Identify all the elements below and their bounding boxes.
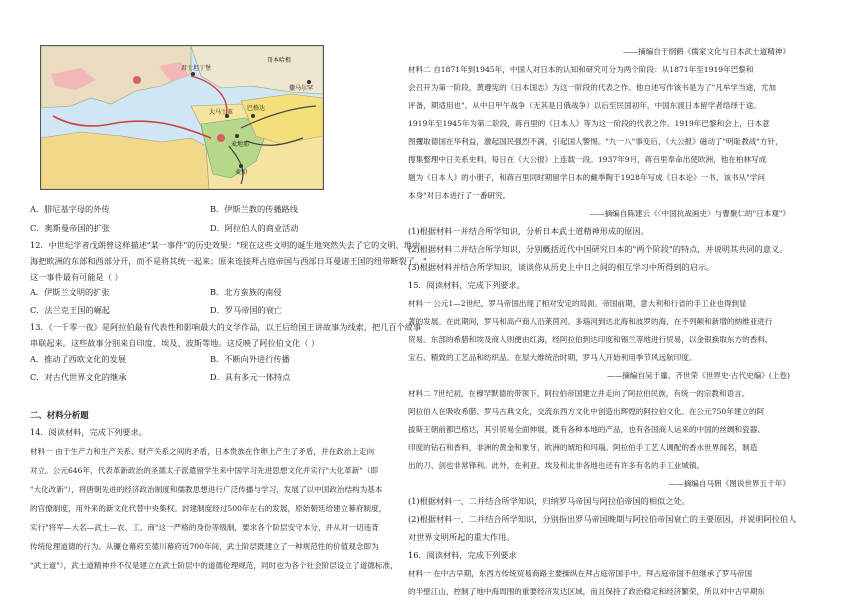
q14-stem: 14．阅读材料，完成下列要求。 xyxy=(30,427,147,437)
q12-option-c[interactable]: C．法兰克王国的崛起 xyxy=(30,305,110,315)
q11-option-c[interactable]: C．奥斯曼帝国的扩张 xyxy=(30,223,110,233)
q15-question-1: (1)根据材料一、二并结合所学知识，归纳罗马帝国与阿拉伯帝国的相似之处。 xyxy=(408,496,690,506)
map-label-samarkand: 撒马尔罕 xyxy=(289,85,314,92)
map-label-constantinople: 君士坦丁堡 xyxy=(181,65,212,72)
q12-stem-line-3: 这一事件最有可能是（ ） xyxy=(30,272,123,282)
q13-stem-line-2: 串联起来。这些故事分别来自印度、埃及、波斯等地。这反映了阿拉伯文化（ ） xyxy=(30,338,320,348)
q14-material2-line-4: 1919年至1945年为第二阶段，蒋百里的《日本人》等为这一阶段的代表之作。1919年巴黎和会上，日本意 xyxy=(408,119,770,128)
q13-stem-line-1: 13．《一千零一夜》是阿拉伯最有代表性和影响最大的文学作品，以王后给国王讲故事为线索，把几百个故事 xyxy=(30,322,422,332)
q14-material1-line-2: 对立。公元646年，代表革新政治的圣德太子派遣留学生来中国学习先进思想文化并实行"大化革新"（即 xyxy=(30,466,379,475)
q14-material2-line-8: 本身"对日本进行了一番研究。 xyxy=(408,191,511,200)
q15-material2-line-3: 拔斯王朝前都巴格达，其引贸易全面伸展，既有各种本地的产品，也有各国商人运来的中国的丝绸和瓷器、 xyxy=(408,425,765,434)
map-label-mecca: 麦加 xyxy=(235,169,248,176)
q14-material2-line-7: 题为《日本人》的小册子，和蒋百里同时期留学日本的戴季陶于1928年写成《日本论》一书，该书从"学问 xyxy=(408,173,765,182)
q15-material2-line-4: 印度的钻石和香料，非洲的黄金和象牙，欧洲的琥珀和玛瑙。阿拉伯手工艺人调配的香水世界闻名，制造 xyxy=(408,443,758,452)
q14-material2-line-5: 图攫取德国在华利益，激起国民强烈不满，引起国人警惕。"九一八"事变后，《大公报》磁动了"明耻教战"方针， xyxy=(408,137,783,146)
q14-question-2: (2)根据材料二并结合所学知识，分别概括近代中国研究日本的"两个阶段"的特点，并说明其共同的意义。 xyxy=(408,244,788,254)
q13-option-c[interactable]: C．对古代世界文化的继承 xyxy=(30,372,127,382)
q12-option-d[interactable]: D．罗马帝国的衰亡 xyxy=(210,305,283,315)
q15-question-2-line-1: (2)根据材料一、二并结合所学知识，分别指出罗马帝国晚期与阿拉伯帝国衰亡的主要原因，并说明阿拉伯人 xyxy=(408,514,797,524)
q14-material1-line-3: "大化改新"），将唐朝先进的经济政治制度和儒教思想进行广泛传播与学习，发展了以中国政治结构为基本 xyxy=(30,485,383,494)
q14-material1-line-7: "武士道"），武士道精神并不仅是建立在武士阶层中的道德伦理规范，同时也为各个社会阶层设立了道德标准， xyxy=(30,561,398,570)
q15-material2-line-2: 阿拉伯人在吸收希腊、罗马古典文化，交流东西方文化中创造出辉煌的阿拉伯文化。在公元750年建立的阿 xyxy=(408,407,765,416)
q15-question-2-line-2: 对世界文明所起的重大作用。 xyxy=(408,532,515,542)
q13-option-b[interactable]: B．不断向外进行传播 xyxy=(210,354,290,364)
q15-stem: 15．阅读材料，完成下列要求。 xyxy=(408,280,525,290)
q14-material2-line-6: 搜集整理中日关系史料，每日在《大公报》上连载一段。1937年9月，蒋百里奉命出使欧洲，他在柏林写成 xyxy=(408,155,767,164)
q14-question-3: (3)根据材料并结合所学知识，谈谈你从历史上中日之间的相互学习中所得到的启示。 xyxy=(408,262,715,272)
q11-option-b[interactable]: B．伊斯兰教的传播路线 xyxy=(210,204,298,214)
section-title-material-analysis: 二、材料分析题 xyxy=(30,410,89,420)
map-label-damascus: 大马士革 xyxy=(209,109,234,116)
q15-material1-line-2: 著的发展。在此期间，罗马和高卢商人沿莱茵河、多瑙河到达北海和波罗的海，在不列颠和新增的纳维亚进行 xyxy=(408,317,773,326)
q14-material1-line-4: 的官僚制度，用外来的新文化代替中央集权。封建制度经过500年左右的发展，原始朝廷给建立幕府制度， xyxy=(30,504,387,513)
q16-stem: 16．阅读材料，完成下列要求 xyxy=(408,550,517,560)
source-citation-3: ——摘编自吴于廑、齐世荣《世界史·古代史编》(上卷) xyxy=(607,371,790,380)
q11-option-a[interactable]: A．腓尼基字母的外传 xyxy=(30,204,110,214)
q15-material1-line-1: 材料一 公元1—2世纪，罗马帝国出现了相对安定的局面。帝国前期，意大利和行省的手工业也得到显 xyxy=(408,299,747,308)
q15-material2-line-5: 出的刀、剑也非常锋利。此外，在利亚、埃及和北非各地也还有许多有名的手工业城镇。 xyxy=(408,461,705,470)
q12-stem-line-1: 12．中世纪学者戊朗曾这样描述"某一事件"的历史效果："现在这些文明的诞生地突然失去了它的文明，地中 xyxy=(30,240,421,250)
q12-stem-line-2: 海把欧洲的东部和西部分开，而不是将其统一起来；原来连接拜占庭帝国与西部日耳曼诸王国的纽带断裂了。" xyxy=(30,256,427,266)
q15-material1-line-4: 宝石、精致的工艺品和纺织品。在屋大维统治时期，罗马人开始利用季节风远航印度。 xyxy=(408,353,697,362)
q14-material1-line-1: 材料一 由于生产力和生产关系、财产关系之间的矛盾，日本贵族在作卵上产生了矛盾，并在政治上走向 xyxy=(30,447,375,456)
q14-question-1: (1)根据材料一并结合所学知识，分析日本武士道精神形成的原因。 xyxy=(408,226,649,236)
q16-material1-line-1: 材料一 在中古早期，东西方传统贸易商路主要操纵在拜占庭帝国手中。拜占庭帝国不但继承了罗马帝国 xyxy=(408,569,753,578)
q14-material2-line-2: 会召开为第一阶段，黄遵宪的《日本国志》为这一阶段的代表之作。他自述写作该书是为了"凡牟学当途，尤加 xyxy=(408,83,776,92)
q14-material2-line-1: 材料二 自1871年到1945年，中国人对日本的认知和研究可分为两个阶段：从1871年至1919年巴黎和 xyxy=(408,65,754,74)
q14-material2-line-3: 评备，期适用也"。从中日甲午战争（无其是日俄战争）以后至民国初年，中国东渡日本留学者络绎于途。 xyxy=(408,101,761,110)
map-label-medina: 麦地那 xyxy=(231,141,250,148)
q14-material1-line-5: 实行"将军—大名—武士—农、工、商"这一严格的身份等级制，要求各个阶层安守本分，并从对一切违背 xyxy=(30,523,379,532)
q14-material1-line-6: 传统伦理道德的行为。从镰仓幕府至德川幕府近700年间，武士阶层既建立了一种规范性的价值观念即为 xyxy=(30,542,379,551)
q11-option-d[interactable]: D．阿拉伯人的商业活动 xyxy=(210,223,299,233)
source-citation-4: ——摘编自马佣《图说世界五千年》 xyxy=(668,479,790,488)
q12-option-b[interactable]: B．北方蛮族的南侵 xyxy=(210,287,282,297)
q16-material1-line-2: 的半壁江山，控制了地中海周围的重要经济发达区域，而且保持了政治稳定和经济繁荣，所以对中古早期东 xyxy=(408,587,765,596)
history-map xyxy=(40,45,324,190)
source-citation-2: ——摘编自陈建云《〈中国抗战画史〉与曹聚仁的"日本观"》 xyxy=(589,209,790,218)
source-citation-1: ——摘编自于纲鹤《儒家文化与日本武士道精神》 xyxy=(622,47,790,56)
map-label-copenhagen: 哥本哈根 xyxy=(267,57,292,64)
q13-option-d[interactable]: D．具有多元一体特点 xyxy=(210,372,291,382)
map-graphic xyxy=(41,46,323,189)
q13-option-a[interactable]: A．推动了西欧文化的发展 xyxy=(30,354,126,364)
q15-material2-line-1: 材料二 7世纪初，在穆罕默德的带领下，阿拉伯帝国建立并走向了阿拉伯民族，有统一的宗教和语言。 xyxy=(408,389,750,398)
map-label-baghdad: 巴格达 xyxy=(247,105,266,112)
q15-material1-line-3: 贸易。东部的希腊和埃及商人则便由红海，经阿拉伯到达印度和锡兰等地进行贸易，以金银换取东方的香料、 xyxy=(408,335,773,344)
q12-option-a[interactable]: A．伊斯兰文明的扩张 xyxy=(30,287,110,297)
